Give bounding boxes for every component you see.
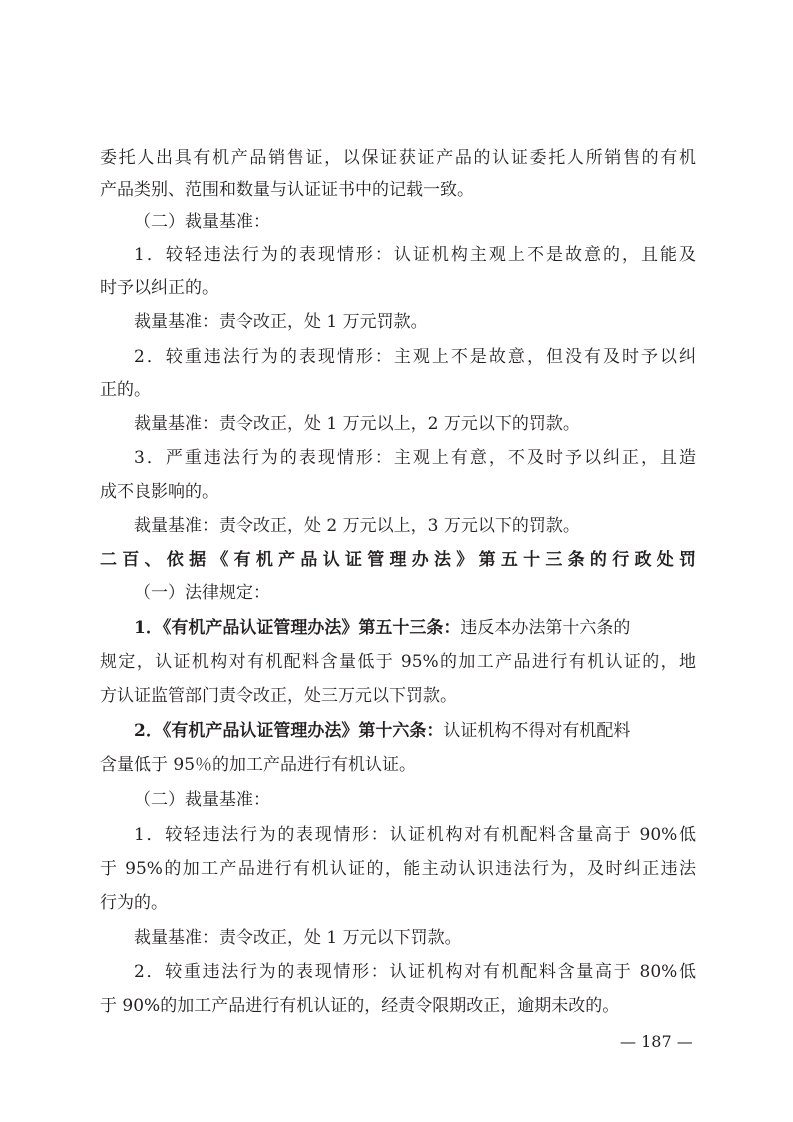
body-text-line: 1．较轻违法行为的表现情形：认证机构对有机配料含量高于 90%低 xyxy=(134,825,696,845)
body-text-line: 委托人出具有机产品销售证，以保证获证产品的认证委托人所销售的有机 xyxy=(100,148,696,168)
body-text-line xyxy=(134,719,696,743)
law-text: 认证机构不得对有机配料 xyxy=(443,721,631,741)
body-text-line: 2．较重违法行为的表现情形：主观上不是故意，但没有及时予以纠 xyxy=(134,347,696,367)
body-text-line: 产品类别、范围和数量与认证证书中的记载一致。 xyxy=(100,180,474,200)
body-text-line: 行为的。 xyxy=(100,893,168,913)
page-number: — 187 — xyxy=(620,1032,693,1051)
body-text-line xyxy=(134,616,696,640)
section-heading: （一）法律规定： xyxy=(134,583,270,603)
body-text-line: 裁量基准：责令改正，处 1 万元以下罚款。 xyxy=(134,928,462,948)
body-text-line: 2．较重违法行为的表现情形：认证机构对有机配料含量高于 80%低 xyxy=(134,962,696,982)
body-text-line: 正的。 xyxy=(100,380,151,400)
law-text: 违反本办法第十六条的 xyxy=(460,618,631,638)
body-text-line: 1．较轻违法行为的表现情形：认证机构主观上不是故意的，且能及 xyxy=(134,245,696,265)
body-text-line: 时予以纠正的。 xyxy=(100,278,219,298)
body-text-line: 裁量基准：责令改正，处 1 万元以上，2 万元以下的罚款。 xyxy=(134,414,580,434)
body-text-line: 含量低于 95％的加工产品进行有机认证。 xyxy=(100,755,417,775)
section-heading: （二）裁量基准： xyxy=(134,790,270,810)
body-text-line: 于 90%的加工产品进行有机认证的，经责令限期改正，逾期未改的。 xyxy=(100,996,620,1016)
body-text-line: 于 95%的加工产品进行有机认证的，能主动认识违法行为，及时纠正违法 xyxy=(100,859,696,879)
body-text-line: 3．严重违法行为的表现情形：主观上有意，不及时予以纠正，且造 xyxy=(134,448,696,468)
body-text-line: 裁量基准：责令改正，处 1 万元罚款。 xyxy=(134,312,428,332)
body-text-line: 方认证监管部门责令改正，处三万元以下罚款。 xyxy=(100,686,457,706)
body-text-line: 裁量基准：责令改正，处 2 万元以上，3 万元以下的罚款。 xyxy=(134,516,580,536)
law-citation: 1．《有机产品认证管理办法》第五十三条： xyxy=(134,618,461,638)
body-text-line: 规定，认证机构对有机配料含量低于 95%的加工产品进行有机认证的，地 xyxy=(100,652,696,672)
law-citation: 2．《有机产品认证管理办法》第十六条： xyxy=(134,721,444,741)
body-text-line: 成不良影响的。 xyxy=(100,482,219,502)
section-heading: （二）裁量基准： xyxy=(134,212,270,232)
article-heading: 二百、依据《有机产品认证管理办法》第五十三条的行政处罚 xyxy=(100,550,696,570)
